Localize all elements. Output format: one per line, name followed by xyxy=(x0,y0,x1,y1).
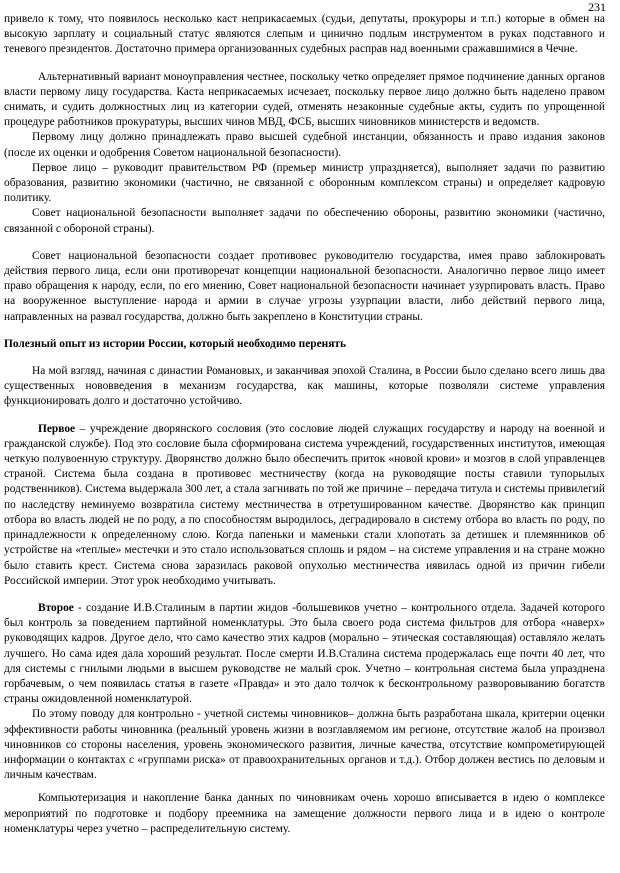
page-number: 231 xyxy=(588,0,606,14)
spacer xyxy=(4,352,605,364)
spacer xyxy=(4,783,605,791)
paragraph: Совет национальной безопасности выполняет задачи по обеспечению обороны, развитию экономики (частично, связанной с обороной страны). xyxy=(4,207,605,235)
paragraph xyxy=(4,601,605,707)
paragraph: Первому лицу должно принадлежать право высшей судебной инстанции, обязанность и право издания законов (после их оценки и одобрения Советом национальной безопасности). xyxy=(4,131,605,159)
paragraph: Первое лицо – руководит правительством РФ (премьер министр упраздняется), выполняет задачи по развитию образования, развитию экономики (частично, не связанной с оборонным комплексом страны) и определяет кадровую политику. xyxy=(4,161,605,205)
emphasis-first: Первое xyxy=(38,422,76,435)
paragraph: Совет национальной безопасности создает противовес руководителю государства, имея право заблокировать действия первого лица, если они противоречат концепции национальной безопасности. Аналогично первое лицо имеет право обращения к народу, если, по его мнению, Совет национальной безопасности начинает узурпировать власть. Право на вооруженное выступление народа и армии в случае угрозы узурпации власти, либо действий первого лица, направленных на развал государства, должно быть закреплено в Конституции страны. xyxy=(4,249,605,323)
spacer xyxy=(4,237,605,249)
section-heading: Полезный опыт из истории России, который необходимо перенять xyxy=(4,337,347,350)
paragraph: По этому поводу для контрольно - учетной системы чиновников– должна быть разработана шкала, критерии оценки эффективности работы чиновника (реальный уровень жизни в возглавляемом им регионе, отсутствие жалоб на произвол чиновников со стороны населения, уровень экономического развития, личные качества, отсутствие компрометирующей информации о контактах с «группами риска» от правоохранительных органов и т.д.). Отбор должен вестись по деловым и личным качествам. xyxy=(4,708,605,782)
spacer xyxy=(4,325,605,337)
paragraph-text: - создание И.В.Сталиным в партии жидов -большевиков учетно – контрольного отдела. Задачей которого был контроль за поведением партийной номенклатуры. Это была своего рода система фильтров для отбора «наверх» руководящих кадров. Другое дело, что само качество этих кадров (морально – этическая составляющая) оставляло желать лучшего. Но сама идея дала хороший результат. После смерти И.В.Сталина система продержалась еще почти 40 лет, что для системы с гнилыми людьми в высшем руководстве не малый срок. Учетно – контрольная система была упразднена горбачевым, о чем появилась статья в газете «Правда» и это дало толчок к бесконтрольному разворовыванию богатств страны ожидовленной номенклатурой. xyxy=(4,601,605,706)
paragraph: привело к тому, что появилось несколько каст неприкасаемых (судьи, депутаты, прокуроры и т.п.) которые в обмен на высокую зарплату и социальный статус являются слепым и цинично подлым инструментом в руках подставного и теневого президентов. Достаточно примера организованных судебных расправ над военными сражавшимися в Чечне. xyxy=(4,13,605,56)
spacer xyxy=(4,58,605,70)
spacer xyxy=(4,589,605,601)
paragraph-text: – учреждение дворянского сословия (это сословие людей служащих государству и народу на военной и гражданской службе). Под это сословие была сформирована система учреждений, государственных институтов, имеющая четкую полувоенную структуру. Дворянство должно было обеспечить приток «новой крови» и мозгов в слой управленцев страной. Система была создана в противовес местничеству (когда на руководящие посты ставили тупорылых родственников). Система выдержала 300 лет, а стала загнивать по той же причине – передача титула и системы привилегий по наследству неминуемо возвратила систему местничества в отретушированном качестве. Дворянство как принцип отбора во власть людей не по роду, а по способностям выродилось, деградировало в систему отбора во власть по роду, по принадлежности к определенному слою. Когда папеньки и маменьки стали хлопотать за детишек и племянников об устройстве на «теплые» местечки и это стало использоваться сплошь и рядом – на системе управления и на стране можно было ставить крест. Система снова заразилась раковой опухолью местничества иявилась одной из причин гибели Российской империи. Этот урок необходимо учитывать. xyxy=(4,422,605,587)
paragraph: Компьютеризация и накопление банка данных по чиновникам очень хорошо вписывается в идею о комплексе мероприятий по подготовке и подбору преемника на замещение должности первого лица и в идею о контроле номенклатуры через учетно – распределительную систему. xyxy=(4,792,605,835)
document-body xyxy=(4,12,605,837)
paragraph: На мой взгляд, начиная с династии Романовых, и заканчивая эпохой Сталина, в России было сделано всего лишь два существенных нововведения в механизм государства, как машины, которые позволяли системе управления функционировать долго и достаточно устойчиво. xyxy=(4,365,605,408)
emphasis-second: Второе xyxy=(38,601,74,614)
paragraph xyxy=(4,422,605,589)
paragraph: Альтернативный вариант моноуправления честнее, поскольку четко определяет прямое подчинение данных органов власти первому лицу государства. Каста неприкасаемых исчезает, поскольку первое лицо должно быть наделено правом снимать, и судить должностных лиц из категории судей, отменять незаконные судебные акты, судить по упрощенной процедуре работников прокуратуры, высших чинов МВД, ФСБ, высших чиновников министерств и ведомств. xyxy=(4,70,605,129)
spacer xyxy=(4,410,605,422)
